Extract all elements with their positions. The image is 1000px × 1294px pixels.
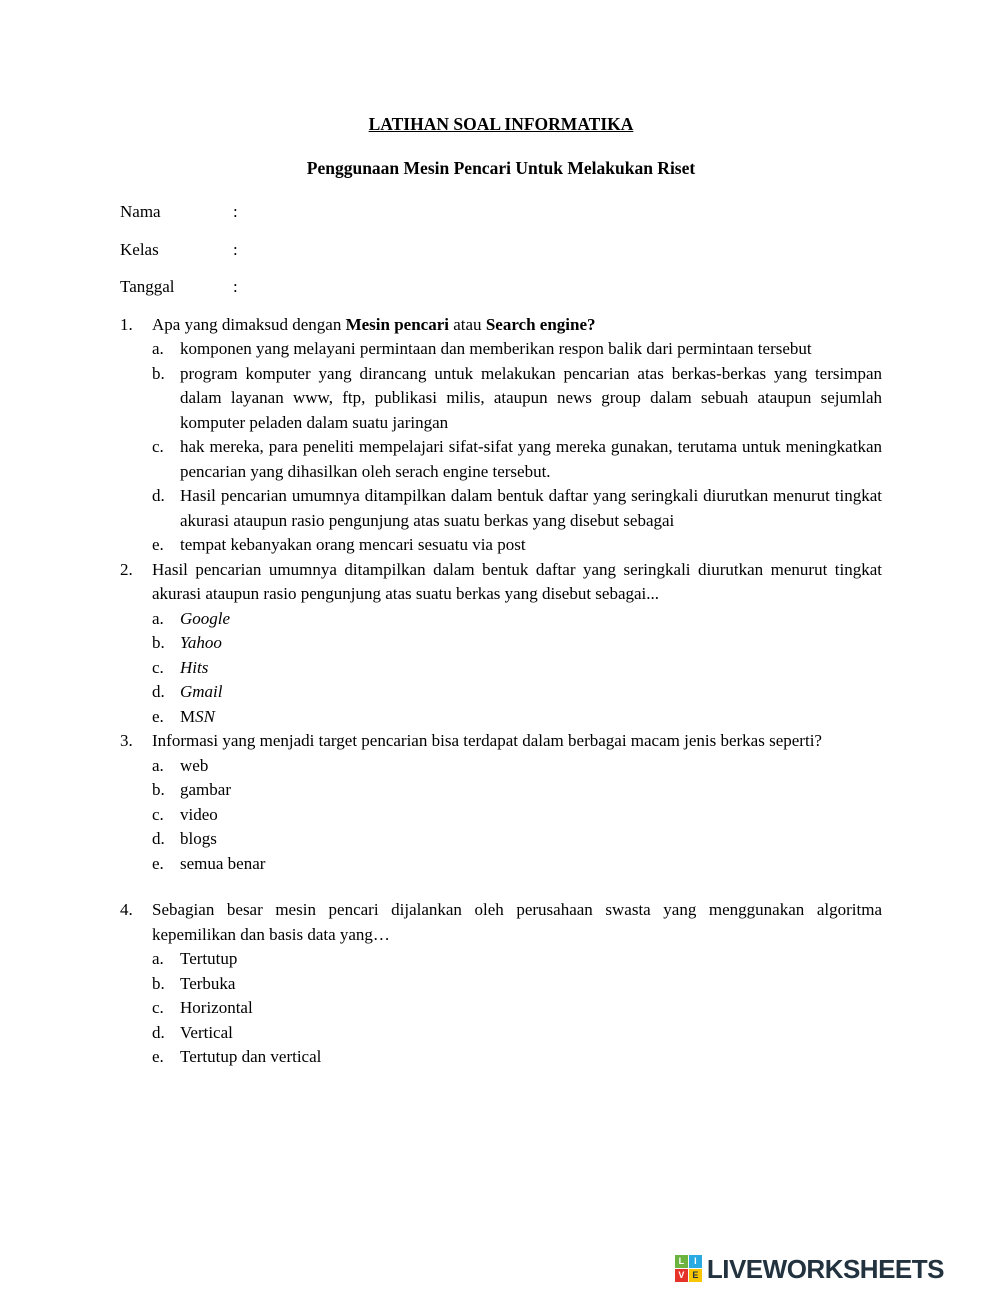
option-2d[interactable] — [152, 680, 882, 705]
student-fields — [120, 200, 882, 300]
option-2e-text-regular: M — [180, 706, 196, 726]
question-3 — [120, 729, 882, 876]
option-1d-text: Hasil pencarian umumnya ditampilkan dalam bentuk daftar yang seringkali diurutkan menurut tingkat akurasi ataupun rasio pengunjung atas suatu berkas yang disebut sebagai — [180, 486, 882, 530]
option-4a[interactable] — [152, 947, 882, 972]
field-nama-colon: : — [233, 202, 238, 221]
question-1-body — [152, 313, 882, 558]
question-2-text: Hasil pencarian umumnya ditampilkan dalam bentuk daftar yang seringkali diurutkan menurut tingkat akurasi ataupun rasio pengunjung atas suatu berkas yang disebut sebagai... — [152, 559, 882, 603]
option-4b-letter: b. — [152, 973, 165, 993]
option-2a[interactable] — [152, 607, 882, 632]
liveworksheets-logo[interactable] — [675, 1255, 944, 1282]
option-2e[interactable] — [152, 705, 882, 730]
option-4c-letter: c. — [152, 998, 164, 1017]
option-4b[interactable] — [152, 972, 882, 997]
option-4e-text: Tertutup dan vertical — [180, 1047, 322, 1066]
option-3b-letter: b. — [152, 780, 165, 799]
option-4d-letter: d. — [152, 1022, 165, 1042]
option-1c-text: hak mereka, para peneliti mempelajari sifat-sifat yang mereka gunakan, terutama untuk meningkatkan pencarian yang dihasilkan oleh serach engine tersebut. — [180, 437, 882, 481]
option-3c[interactable] — [152, 803, 882, 828]
option-1d[interactable] — [152, 484, 882, 533]
option-3e-letter: e. — [152, 853, 164, 873]
field-kelas-colon: : — [233, 239, 238, 259]
question-3-body — [152, 729, 882, 876]
question-2 — [120, 558, 882, 730]
question-1-text-mid: atau — [448, 314, 486, 334]
option-1b[interactable] — [152, 362, 882, 436]
option-2c-letter: c. — [152, 657, 164, 677]
liveworksheets-tiles-icon — [675, 1255, 702, 1282]
option-1a-text: komponen yang melayani permintaan dan memberikan respon balik dari permintaan tersebut — [180, 339, 812, 358]
field-tanggal-label: Tanggal — [120, 277, 175, 296]
question-1-text — [152, 313, 882, 338]
option-4e[interactable] — [152, 1045, 882, 1070]
question-1-text-prefix: Apa yang dimaksud dengan — [152, 314, 346, 334]
field-kelas-label: Kelas — [120, 239, 159, 259]
question-4-text: Sebagian besar mesin pencari dijalankan oleh perusahaan swasta yang menggunakan algoritma kepemilikan dan basis data yang… — [152, 900, 882, 944]
option-3b[interactable] — [152, 778, 882, 803]
option-3c-letter: c. — [152, 804, 164, 824]
option-1d-letter: d. — [152, 486, 165, 505]
field-tanggal-colon: : — [233, 277, 238, 296]
option-2e-letter: e. — [152, 706, 164, 726]
option-3c-text: video — [180, 804, 218, 824]
option-1a[interactable] — [152, 337, 882, 362]
page-subtitle: Penggunaan Mesin Pencari Untuk Melakukan Riset — [306, 157, 696, 178]
option-2c-text: Hits — [180, 657, 209, 677]
option-3d[interactable] — [152, 827, 882, 852]
field-nama-label: Nama — [120, 202, 161, 221]
option-1e-text: tempat kebanyakan orang mencari sesuatu via post — [180, 535, 526, 554]
option-3a-text: web — [180, 755, 209, 775]
option-1b-text: program komputer yang dirancang untuk melakukan pencarian atas berkas-berkas yang tersimpan dalam layanan www, ftp, publikasi milis, ataupun news group dalam sebuah ataupun sejumlah komputer peladen dalam suatu jaringan — [180, 363, 882, 432]
question-4-number: 4. — [120, 900, 133, 919]
option-4a-text: Tertutup — [180, 949, 238, 968]
option-2e-text-italic: SN — [195, 706, 215, 726]
option-1c[interactable] — [152, 435, 882, 484]
question-1-text-bold1: Mesin pencari — [345, 314, 449, 334]
option-2c[interactable] — [152, 656, 882, 681]
option-2a-text: Google — [180, 608, 231, 628]
option-3e-text: semua benar — [180, 853, 266, 873]
question-3-number: 3. — [120, 731, 133, 750]
logo-tile-l: L — [675, 1255, 688, 1268]
question-1-number: 1. — [120, 314, 133, 334]
option-2b-letter: b. — [152, 633, 165, 652]
question-2-body — [152, 558, 882, 730]
option-3a-letter: a. — [152, 755, 164, 775]
question-list — [120, 313, 882, 1070]
logo-tile-e: E — [689, 1269, 702, 1282]
option-2e-text — [180, 705, 882, 730]
option-3b-text: gambar — [180, 780, 231, 799]
question-4 — [120, 898, 882, 1070]
question-4-body — [152, 898, 882, 1070]
option-4d-text: Vertical — [180, 1022, 233, 1042]
option-2b-text: Yahoo — [180, 633, 222, 652]
liveworksheets-wordmark: LIVEWORKSHEETS — [706, 1253, 944, 1284]
option-1b-letter: b. — [152, 363, 165, 383]
option-1e[interactable] — [152, 533, 882, 558]
option-4c-text: Horizontal — [180, 998, 253, 1017]
option-1e-letter: e. — [152, 535, 164, 554]
option-2d-text: Gmail — [180, 682, 223, 701]
option-4e-letter: e. — [152, 1047, 164, 1066]
logo-tile-i: I — [689, 1255, 702, 1268]
option-1c-letter: c. — [152, 437, 164, 456]
option-3d-text: blogs — [180, 829, 217, 848]
logo-tile-v: V — [675, 1269, 688, 1282]
option-4a-letter: a. — [152, 949, 164, 968]
option-2d-letter: d. — [152, 682, 165, 701]
option-3a[interactable] — [152, 754, 882, 779]
option-4b-text: Terbuka — [180, 973, 236, 993]
option-2a-letter: a. — [152, 608, 164, 628]
page-title: LATIHAN SOAL INFORMATIKA — [368, 114, 634, 134]
option-3d-letter: d. — [152, 829, 165, 848]
question-1 — [120, 313, 882, 558]
option-4d[interactable] — [152, 1021, 882, 1046]
field-tanggal — [120, 275, 882, 300]
option-1a-letter: a. — [152, 339, 164, 358]
field-nama — [120, 200, 882, 225]
question-2-number: 2. — [120, 559, 133, 579]
option-3e[interactable] — [152, 852, 882, 877]
question-3-text: Informasi yang menjadi target pencarian bisa terdapat dalam berbagai macam jenis berkas seperti? — [152, 731, 822, 750]
question-1-text-bold2: Search engine? — [485, 314, 596, 334]
field-kelas — [120, 238, 882, 263]
option-2b[interactable] — [152, 631, 882, 656]
option-4c[interactable] — [152, 996, 882, 1021]
